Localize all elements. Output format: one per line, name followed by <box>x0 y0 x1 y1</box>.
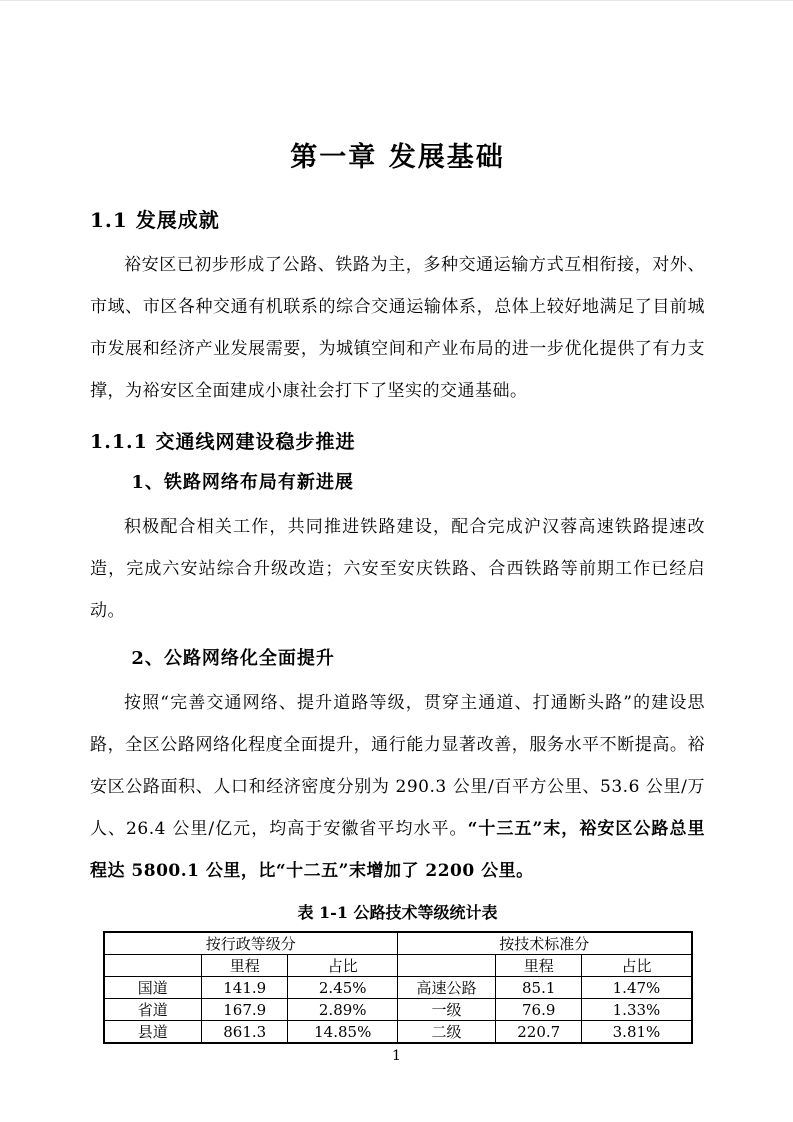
table-cell: 高速公路 <box>397 977 495 999</box>
table-cell: 2.45% <box>288 977 398 999</box>
table-row <box>104 977 692 999</box>
paragraph-highway <box>90 682 705 892</box>
table-cell: 76.9 <box>495 999 581 1021</box>
paragraph-highway-bold: “十三五”末，裕安区公路总里程达 5800.1 公里，比“十二五”末增加了 2200 公里。 <box>90 819 705 881</box>
table-column-header-row <box>104 955 692 977</box>
highway-item-heading: 2、公路网络化全面提升 <box>131 648 335 669</box>
column-header: 里程 <box>202 955 288 977</box>
table-cell: 14.85% <box>288 1021 398 1044</box>
table-cell: 省道 <box>104 999 202 1021</box>
column-header: 占比 <box>288 955 398 977</box>
column-header <box>104 955 202 977</box>
section-1-1-heading: 1.1 发展成就 <box>90 208 220 232</box>
railway-item-heading: 1、铁路网络布局有新进展 <box>131 472 354 493</box>
table-cell: 220.7 <box>495 1021 581 1044</box>
group-header-administrative: 按行政等级分 <box>104 932 398 955</box>
paragraph-development-achievements: 裕安区已初步形成了公路、铁路为主，多种交通运输方式互相衔接，对外、市域、市区各种交通有机联系的综合交通运输体系，总体上较好地满足了目前城市发展和经济产业发展需要，为城镇空间和产业布局的进一步优化提供了有力支撑，为裕安区全面建成小康社会打下了坚实的交通基础。 <box>90 255 705 401</box>
section-1-1-1-heading: 1.1.1 交通线网建设稳步推进 <box>90 431 356 453</box>
paragraph-highway-regular: 按照“完善交通网络、提升道路等级，贯穿主通道、打通断头路”的建设思路，全区公路网络化程度全面提升，通行能力显著改善，服务水平不断提高。裕安区公路面积、人口和经济密度分别为 290.3 公里/百平方公里、53.6 公里/万人、26.4 公里/亿元，均高于安徽省平均水平。 <box>90 693 705 839</box>
chapter-title: 第一章 发展基础 <box>290 142 505 173</box>
table-cell: 县道 <box>104 1021 202 1044</box>
group-header-technical: 按技术标准分 <box>397 932 691 955</box>
table-cell: 141.9 <box>202 977 288 999</box>
highway-grade-statistics-table <box>103 931 693 1044</box>
paragraph-railway: 积极配合相关工作，共同推进铁路建设，配合完成沪汉蓉高速铁路提速改造，完成六安站综合升级改造；六安至安庆铁路、合西铁路等前期工作已经启动。 <box>90 517 705 621</box>
table-cell: 85.1 <box>495 977 581 999</box>
table-cell: 一级 <box>397 999 495 1021</box>
column-header <box>397 955 495 977</box>
table-cell: 167.9 <box>202 999 288 1021</box>
column-header: 占比 <box>582 955 692 977</box>
table-caption: 表 1-1 公路技术等级统计表 <box>297 903 498 922</box>
table-row <box>104 1021 692 1044</box>
table-cell: 2.89% <box>288 999 398 1021</box>
column-header: 里程 <box>495 955 581 977</box>
table-cell: 3.81% <box>582 1021 692 1044</box>
page-number: 1 <box>392 1048 401 1064</box>
table-row <box>104 999 692 1021</box>
table-cell: 1.33% <box>582 999 692 1021</box>
table-group-header-row <box>104 932 692 955</box>
table-cell: 国道 <box>104 977 202 999</box>
table-cell: 二级 <box>397 1021 495 1044</box>
table-cell: 1.47% <box>582 977 692 999</box>
table-cell: 861.3 <box>202 1021 288 1044</box>
